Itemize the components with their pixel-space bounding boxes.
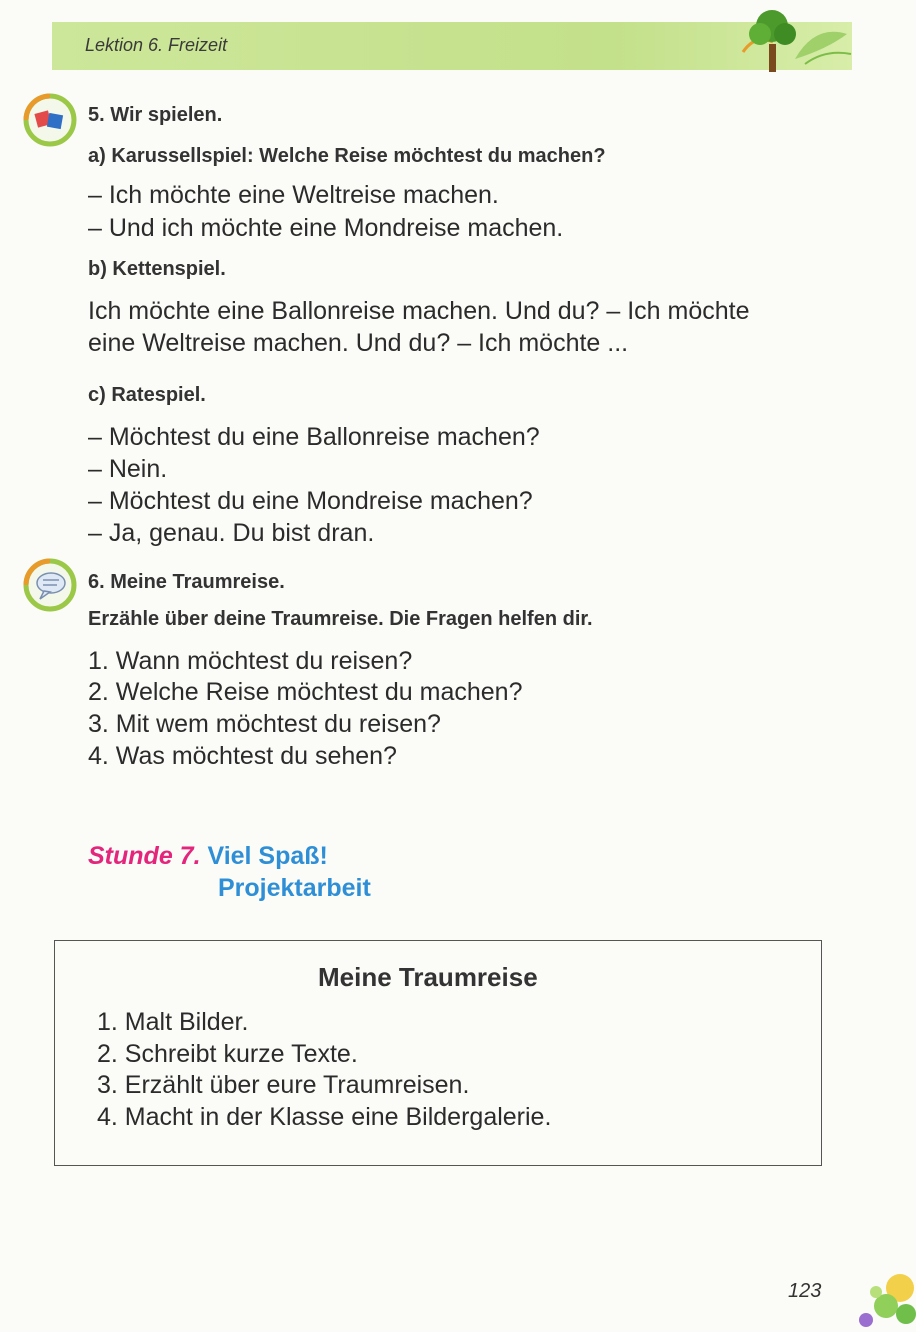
header-title: Lektion 6. Freizeit [85,35,228,55]
project-box-title: Meine Traumreise [318,962,538,992]
tree-icon [735,4,855,74]
project-item: 3. Erzählt über eure Traumreisen. [97,1071,470,1099]
speech-bubble-icon [22,557,78,613]
exercise5-c-line: – Möchtest du eine Ballonreise machen? [88,423,540,451]
lesson-heading [88,842,328,871]
exercise5-b-line: eine Weltreise machen. Und du? – Ich möchte ... [88,329,629,357]
game-cubes-icon [22,92,78,148]
exercise6-question: 3. Mit wem möchtest du reisen? [88,710,441,738]
exercise5-a-label: a) Karussellspiel: Welche Reise möchtest du machen? [88,145,606,167]
exercise5-a-line: – Und ich möchte eine Mondreise machen. [88,214,564,242]
exercise5-title: 5. Wir spielen. [88,104,223,126]
exercise6-instruction: Erzähle über deine Traumreise. Die Fragen helfen dir. [88,608,593,630]
project-item: 1. Malt Bilder. [97,1008,249,1036]
exercise5-c-label: c) Ratespiel. [88,384,206,406]
exercise6-question: 1. Wann möchtest du reisen? [88,647,413,675]
exercise5-c-line: – Nein. [88,455,168,483]
exercise5-c-line: – Möchtest du eine Mondreise machen? [88,487,533,515]
exercise5-b-label: b) Kettenspiel. [88,258,226,280]
exercise6-question: 2. Welche Reise möchtest du machen? [88,678,523,706]
project-item: 4. Macht in der Klasse eine Bildergalerie. [97,1103,552,1131]
lesson-subtitle: Projektarbeit [218,874,371,902]
exercise5-c-line: – Ja, genau. Du bist dran. [88,519,375,547]
lesson-number: Stunde 7. [88,842,201,870]
page-number: 123 [788,1280,822,1302]
corner-decoration-icon [842,1268,916,1332]
lesson-title: Viel Spaß! [207,842,328,870]
project-item: 2. Schreibt kurze Texte. [97,1040,358,1068]
exercise5-a-line: – Ich möchte eine Weltreise machen. [88,181,499,209]
exercise6-title: 6. Meine Traumreise. [88,571,285,593]
exercise6-question: 4. Was möchtest du sehen? [88,742,397,770]
exercise5-b-line: Ich möchte eine Ballonreise machen. Und du? – Ich möchte [88,297,750,325]
